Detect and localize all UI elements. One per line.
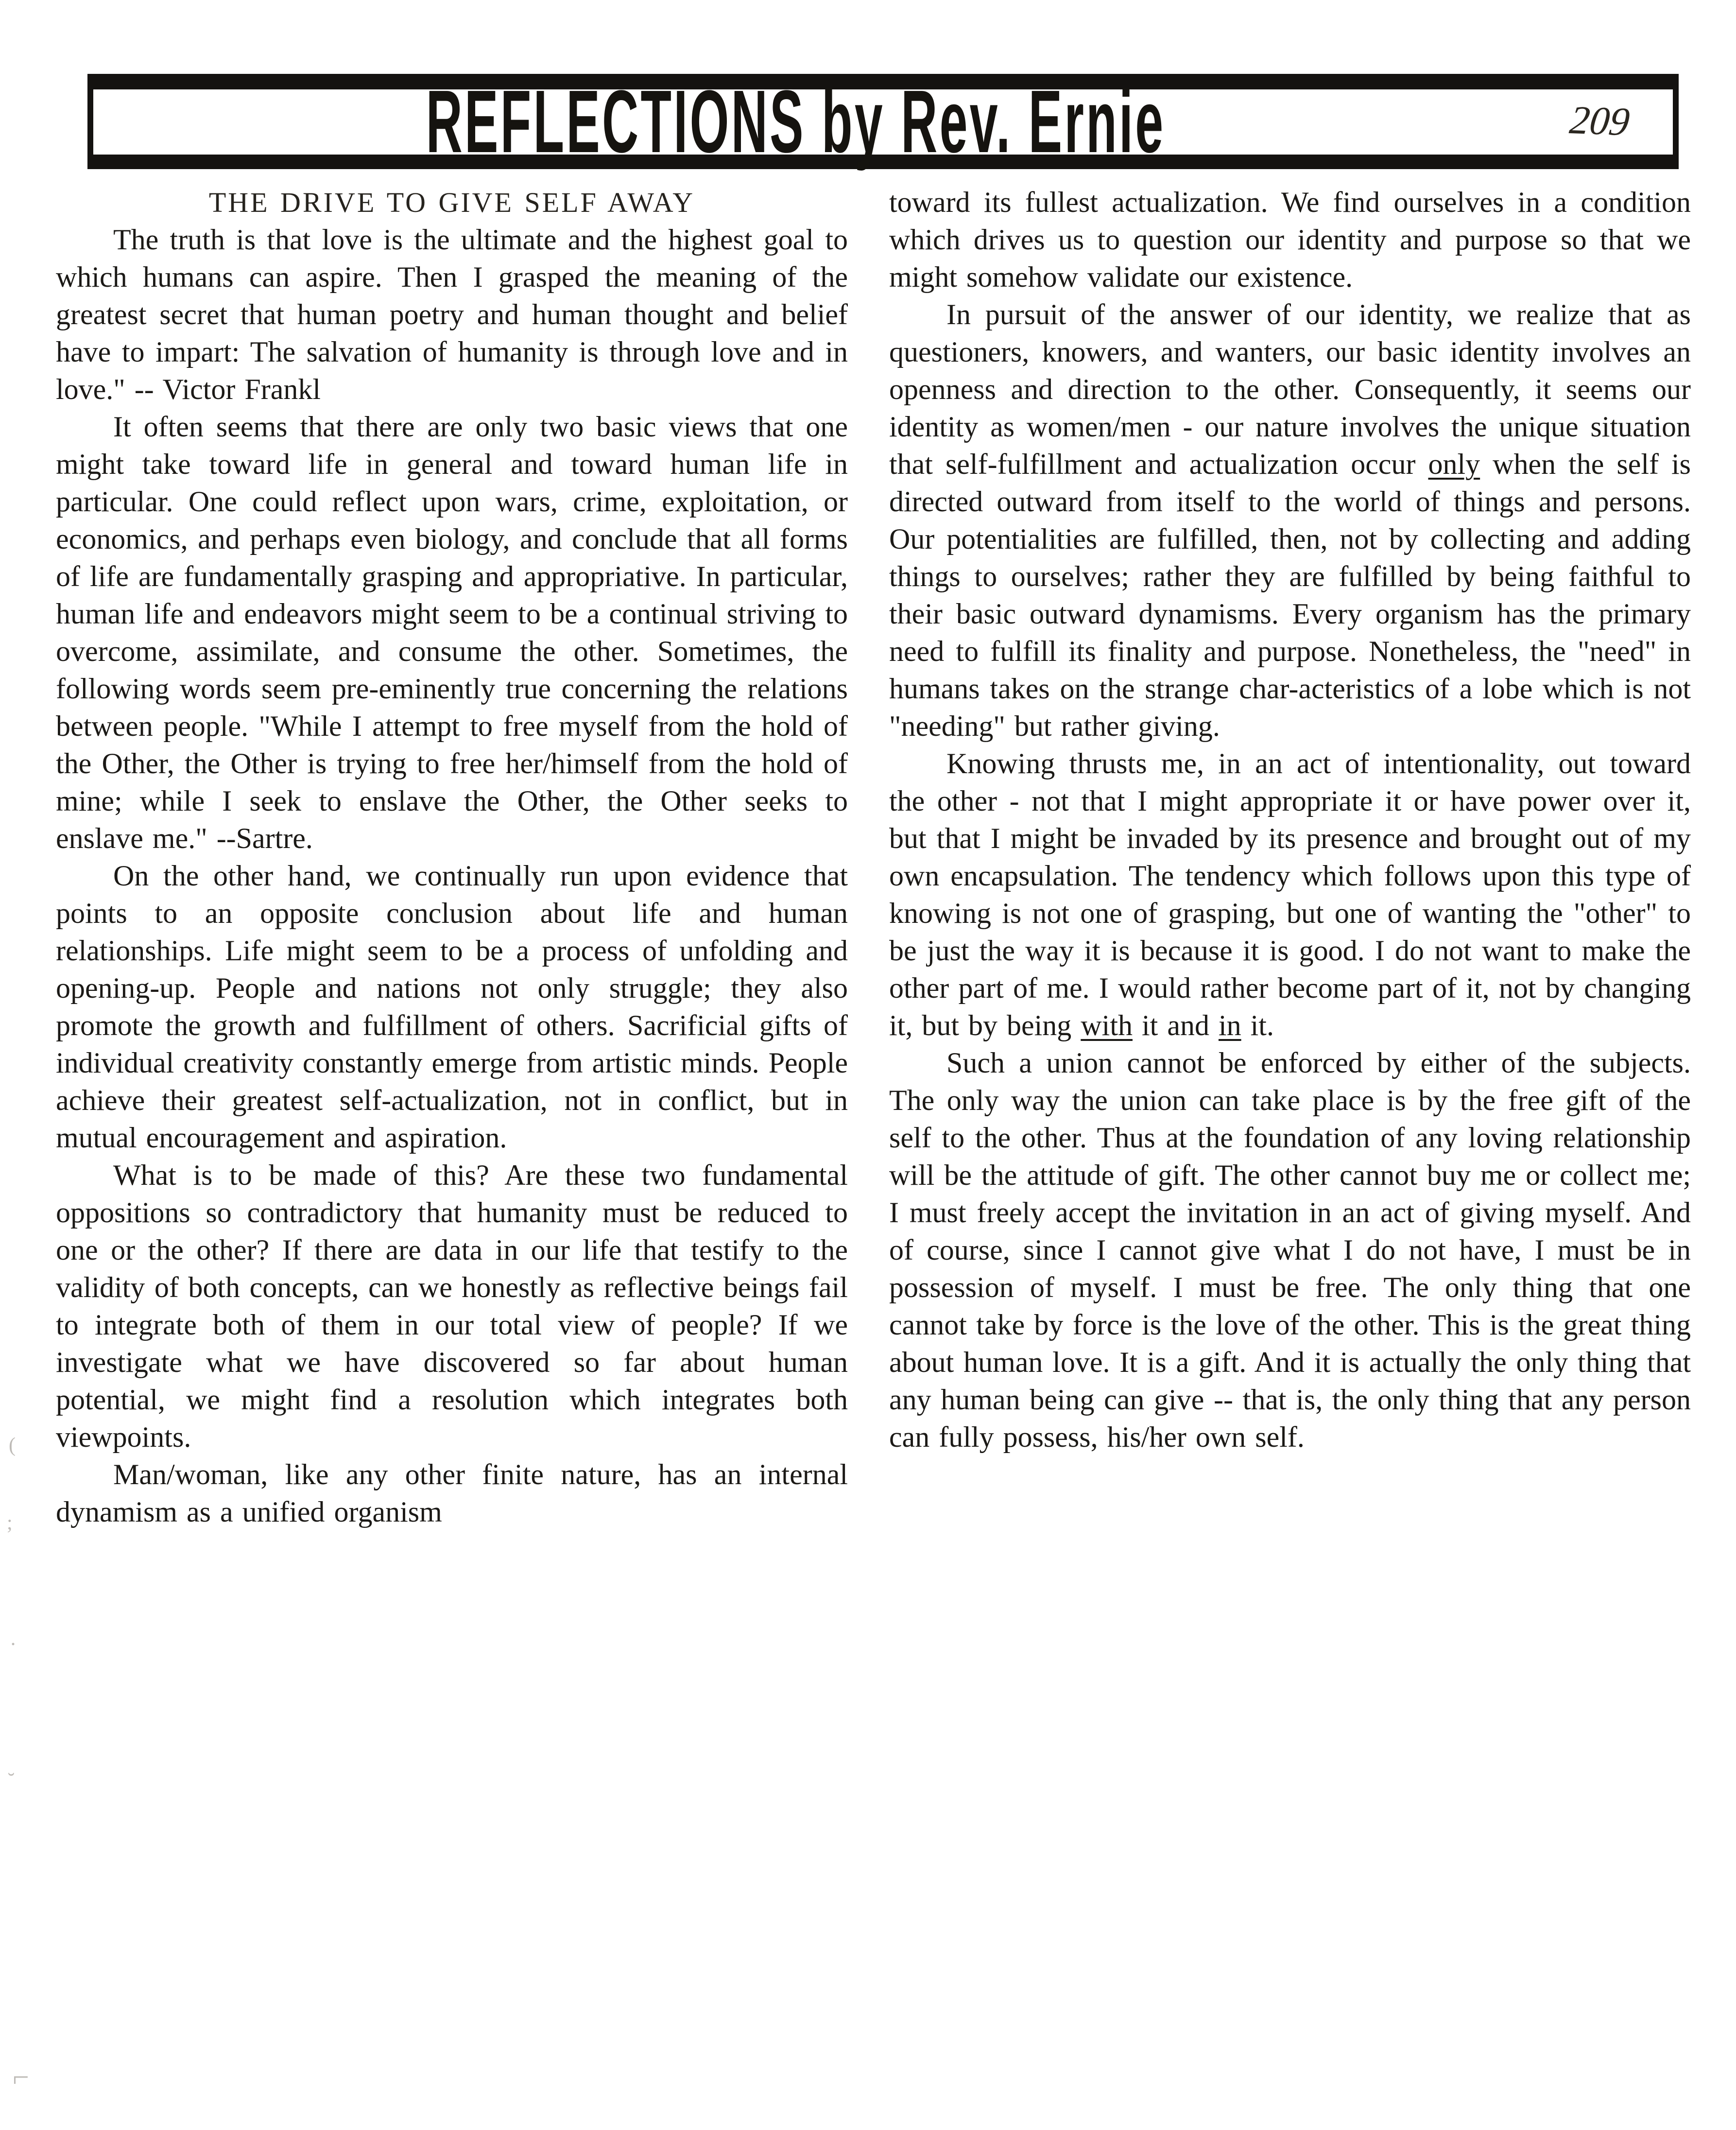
text-segment: it and [1132,1009,1219,1041]
paragraph-pursuit-identity [889,296,1691,745]
underlined-word-in: in [1218,1009,1241,1041]
paragraph-union: Such a union cannot be enforced by either of the subjects. The only way the union can take place is by the free gift of the self to the other. Thus at the foundation of any loving relationship will be the attitude of gift. The other cannot buy me or collect me; I must freely accept the invitation in an act of giving myself. And of course, since I cannot give what I do not have, I must be in possession of myself. I must be free. The only thing that one cannot take by force is the love of the other. This is the great thing about human love. It is a gift. And it is actually the only thing that any human being can give -- that is, the only thing that any person can fully possess, his/her own self. [889,1047,1691,1453]
paragraph-two-views: It often seems that there are only two basic views that one might take toward life in general and toward human life in particular. One could reflect upon wars, crime, exploitation, or economics, and perhaps even biology, and conclude that all forms of life are fundamentally grasping and appropriative. In particular, human life and endeavors might seem to be a continual striving to overcome, assimilate, and consume the other. Sometimes, the following words seem pre-eminently true concerning the relations between people. "While I attempt to free myself from the hold of the Other, the Other is trying to free her/himself from the hold of mine; while I seek to enslave the Other, the Other seeks to enslave me." --Sartre. [56,411,848,854]
text-segment: In pursuit of the answer of our identity, we realize that as questioners, knowers, and wanters, our basic identity involves an openness and direction to the other. Consequently, it seems our identity as women/men - our nature involves the unique situation that self-fulfillment and actualization occur [889,298,1691,480]
article-heading: THE DRIVE TO GIVE SELF AWAY [208,187,695,218]
scan-artifact: ⌐ [13,2061,29,2093]
header-banner [87,72,1679,172]
scan-artifact: ˘ [8,1769,15,1792]
underlined-word-only: only [1428,448,1480,480]
text-segment: when the self is directed outward from itself to the world of things and persons. Our potentialities are fulfilled, then, not by collecting and adding things to ourselves; rather they are fulfilled by being faithful to their basic outward dynamisms. Every organism has the primary need to fulfill its finality and purpose. Nonetheless, the "need" in humans takes on the strange char-acteristics of a lobe which is not "needing" but rather giving. [889,448,1691,742]
paragraph-other-hand: On the other hand, we continually run upon evidence that points to an opposite conclusion about life and human relationships. Life might seem to be a process of unfolding and opening-up. People and nations not only struggle; they also promote the growth and fulfillment of others. Sacrificial gifts of individual creativity constantly emerge from artistic minds. People achieve their greatest self-actualization, not in conflict, but in mutual encouragement and aspiration. [56,860,848,1154]
scan-artifact: ; [7,1512,13,1534]
page-title: REFLECTIONS by Rev. Ernie [426,72,1166,172]
page-number: 209 [1564,97,1636,144]
paragraph-continuation: toward its fullest actualization. We find ourselves in a condition which drives us to question our identity and purpose so that we might somehow validate our existence. [889,186,1691,293]
scan-artifact: · [10,1633,17,1656]
left-column [56,184,848,1531]
text-segment: it. [1241,1009,1274,1041]
underlined-word-with: with [1081,1009,1133,1041]
right-column [889,184,1691,1531]
paragraph-what-is-made: What is to be made of this? Are these two fundamental oppositions so contradictory that humanity must be reduced to one or the other? If there are data in our life that testify to the validity of both concepts, can we honestly as reflective beings fail to integrate both of them in our total view of people? If we investigate what we have discovered so far about human potential, we might find a resolution which integrates both viewpoints. [56,1159,848,1453]
article-body [56,184,1691,1531]
paragraph-knowing-thrusts [889,745,1691,1044]
text-segment: Knowing thrusts me, in an act of intentionality, out toward the other - not that I might appropriate it or have power over it, but that I might be invaded by its presence and brought out of my own encapsulation. The tendency which follows upon this type of knowing is not one of grasping, but one of wanting the "other" to be just the way it is because it is good. I do not want to make the other part of me. I would rather become part of it, not by changing it, but by being [889,747,1691,1041]
scan-artifact: ( [9,1434,16,1456]
paragraph-man-woman: Man/woman, like any other finite nature, has an internal dynamism as a unified organism [56,1458,848,1528]
paragraph-frankl-quote: The truth is that love is the ultimate and the highest goal to which humans can aspire. Then I grasped the meaning of the greatest secret that human poetry and human thought and belief have to impart: The salvation of humanity is through love and in love." -- Victor Frankl [56,224,848,405]
